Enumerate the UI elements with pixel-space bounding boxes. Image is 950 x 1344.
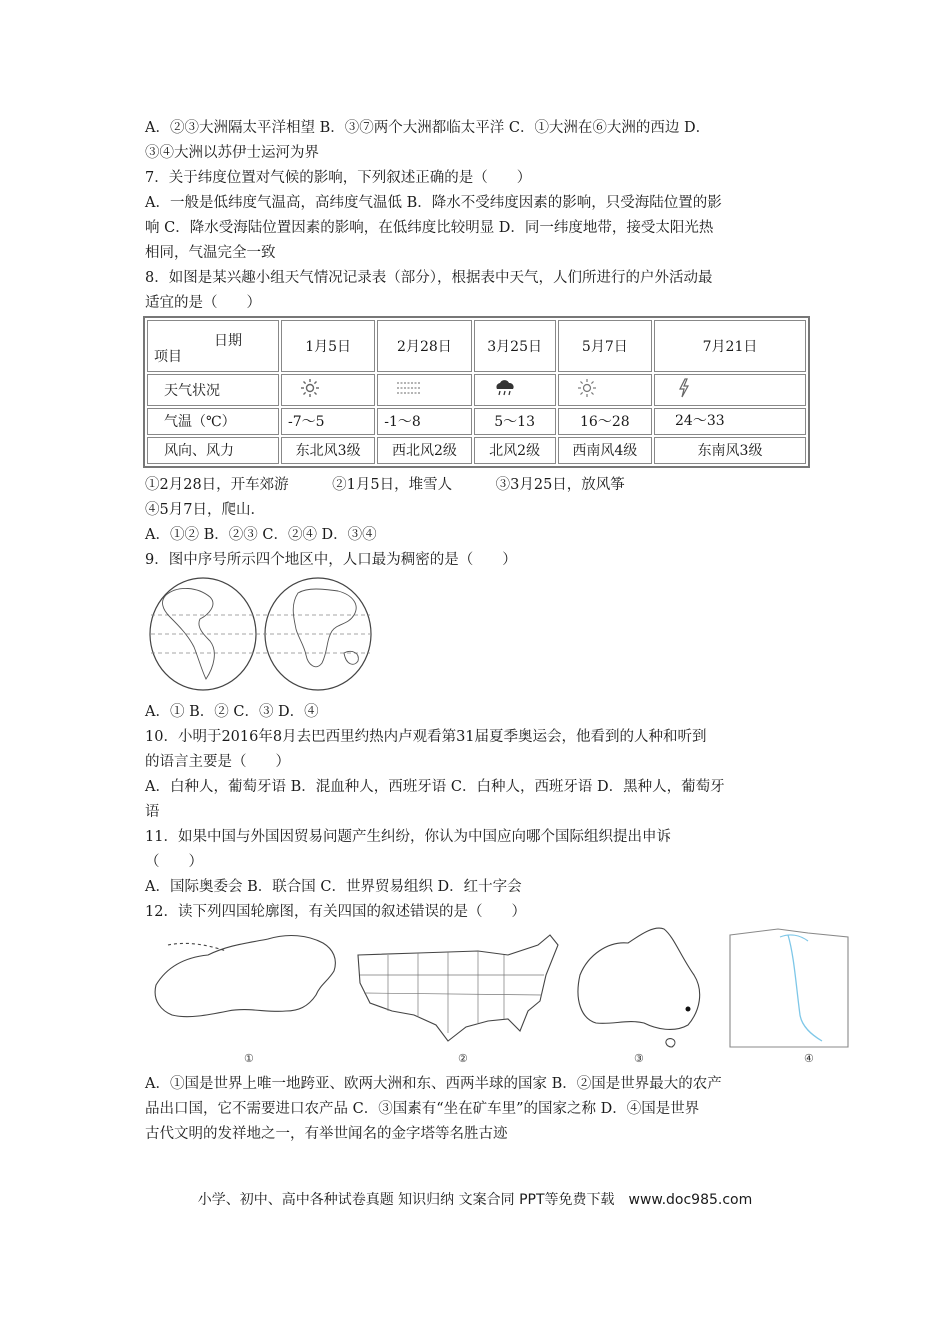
question-11-line-1: 11．如果中国与外国因贸易问题产生纠纷，你认为中国应向哪个国际组织提出申诉 xyxy=(145,829,671,845)
wind-cell: 西南风4级 xyxy=(558,437,652,464)
thunder-icon xyxy=(677,378,691,398)
outline-label-3: ③ xyxy=(634,1052,644,1065)
q7-options-line-2: 响 C．降水受海陆位置因素的影响，在低纬度比较明显 D．同一纬度地带，接受太阳光热 xyxy=(145,220,714,236)
fog-icon xyxy=(396,379,422,397)
question-10-line-1: 10．小明于2016年8月去巴西里约热内卢观看第31届夏季奥运会，他看到的人种和听到 xyxy=(145,729,707,745)
weather-cell xyxy=(558,374,652,406)
q12-options-line-3: 古代文明的发祥地之一，有举世闻名的金字塔等名胜古迹 xyxy=(145,1126,508,1142)
australia-outline xyxy=(578,928,700,1029)
weather-cell xyxy=(377,374,471,406)
outline-label-1: ① xyxy=(244,1052,254,1065)
weather-record-table xyxy=(143,316,810,468)
q9-answer-options: A．① B．② C．③ D．④ xyxy=(145,704,319,720)
question-10-line-2: 的语言主要是（ ） xyxy=(145,754,290,770)
q12-options-line-1: A．①国是世界上唯一地跨亚、欧两大洲和东、西两半球的国家 B．②国是世界最大的农产 xyxy=(145,1076,722,1092)
row-label-temperature: 气温（℃） xyxy=(147,408,279,435)
q8-choices-line-1: ①2月28日，开车郊游 ②1月5日，堆雪人 ③3月25日，放风筝 xyxy=(145,477,625,493)
question-9: 9．图中序号所示四个地区中，人口最为稠密的是（ ） xyxy=(145,552,517,568)
row-label-weather: 天气状况 xyxy=(147,374,279,406)
date-cell: 7月21日 xyxy=(654,320,806,372)
temperature-cell: 5～13 xyxy=(474,408,556,435)
wind-cell: 北风2级 xyxy=(474,437,556,464)
q11-answer-options: A．国际奥委会 B．联合国 C．世界贸易组织 D．红十字会 xyxy=(145,879,522,895)
q10-options-line-2: 语 xyxy=(145,804,160,820)
q8-answer-options: A．①② B．②③ C．②④ D．③④ xyxy=(145,527,377,543)
wind-cell: 东南风3级 xyxy=(654,437,806,464)
temperature-cell: 16～28 xyxy=(558,408,652,435)
row-label-wind: 风向、风力 xyxy=(147,437,279,464)
q6-options-line-2: ③④大洲以苏伊士运河为界 xyxy=(145,145,319,161)
question-8-line-1: 8．如图是某兴趣小组天气情况记录表（部分），根据表中天气，人们所进行的户外活动最 xyxy=(145,270,713,286)
rain-cloud-icon xyxy=(493,378,517,398)
header-date-label: 日期 xyxy=(214,332,242,349)
date-cell: 5月7日 xyxy=(558,320,652,372)
temperature-cell: -7～5 xyxy=(281,408,375,435)
weather-cell xyxy=(474,374,556,406)
question-8-line-2: 适宜的是（ ） xyxy=(145,295,261,311)
weather-cell xyxy=(281,374,375,406)
q7-options-line-3: 相同，气温完全一致 xyxy=(145,245,276,261)
country-outlines-figure xyxy=(148,915,850,1065)
q8-choices-line-2: ④5月7日，爬山． xyxy=(145,502,265,518)
world-hemispheres-map xyxy=(148,575,378,693)
date-cell: 2月28日 xyxy=(377,320,471,372)
q12-options-line-2: 品出口国，它不需要进口农产品 C．③国素有“坐在矿车里”的国家之称 D．④国是世界 xyxy=(145,1101,700,1117)
question-12: 12．读下列四国轮廓图，有关四国的叙述错误的是（ ） xyxy=(145,904,526,920)
egypt-outline xyxy=(730,929,848,1047)
wind-cell: 东北风3级 xyxy=(281,437,375,464)
question-7: 7．关于纬度位置对气候的影响，下列叙述正确的是（ ） xyxy=(145,170,532,186)
page-footer: 小学、初中、高中各种试卷真题 知识归纳 文案合同 PPT等免费下载 www.doc985.com xyxy=(197,1192,753,1208)
sun-icon xyxy=(577,378,597,398)
weather-cell xyxy=(654,374,806,406)
date-cell: 3月25日 xyxy=(474,320,556,372)
q10-options-line-1: A．白种人，葡萄牙语 B．混血种人，西班牙语 C．白种人，西班牙语 D．黑种人，葡萄牙 xyxy=(145,779,725,795)
temperature-cell: -1～8 xyxy=(377,408,471,435)
question-11-line-2: （ ） xyxy=(145,854,203,870)
header-item-label: 项目 xyxy=(154,348,182,365)
russia-outline xyxy=(155,936,335,1017)
outline-label-2: ② xyxy=(458,1052,468,1065)
q6-options-line-1: A．②③大洲隔太平洋相望 B．③⑦两个大洲都临太平洋 C．①大洲在⑥大洲的西边 D． xyxy=(145,120,711,136)
temperature-cell: 24～33 xyxy=(654,408,806,435)
wind-cell: 西北风2级 xyxy=(377,437,471,464)
q7-options-line-1: A．一般是低纬度气温高，高纬度气温低 B．降水不受纬度因素的影响，只受海陆位置的影 xyxy=(145,195,722,211)
outline-label-4: ④ xyxy=(804,1052,814,1065)
table-header-cell xyxy=(147,320,279,372)
sun-icon xyxy=(300,378,320,398)
date-cell: 1月5日 xyxy=(281,320,375,372)
